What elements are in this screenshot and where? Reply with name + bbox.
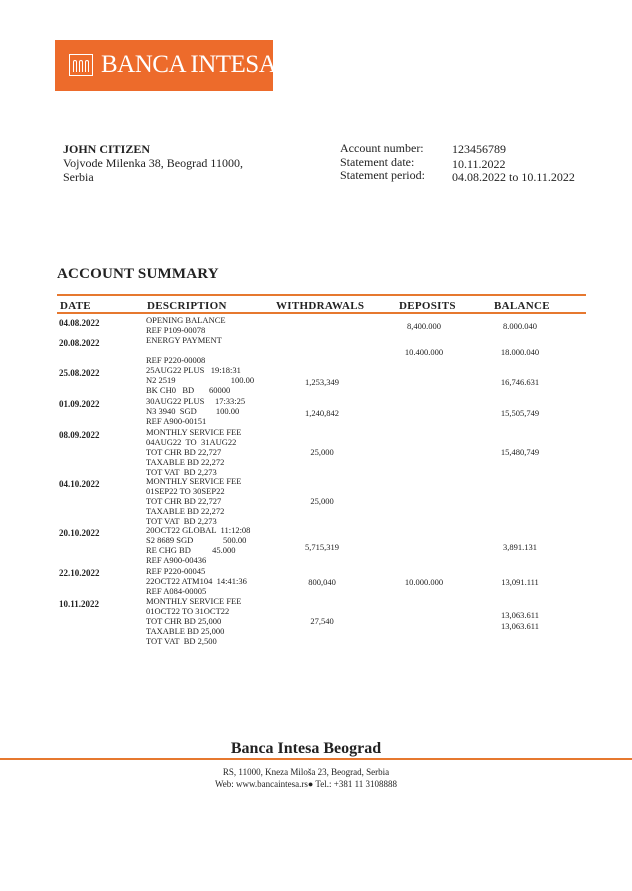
description-line: TOT CHR BD 25,000 xyxy=(146,616,222,626)
customer-address xyxy=(63,156,263,184)
customer-address-line2: Serbia xyxy=(63,170,94,184)
row-date: 20.10.2022 xyxy=(59,528,100,538)
description-line: REF P220-00008 xyxy=(146,355,206,365)
row-date: 25.08.2022 xyxy=(59,368,100,378)
row-withdrawal: 1,253,349 xyxy=(305,377,339,387)
description-line: TOT CHR BD 22,727 xyxy=(146,447,222,457)
row-description xyxy=(146,335,222,345)
description-line: N3 3940 SGD 100.00 xyxy=(146,406,240,416)
description-line: TAXABLE BD 22,272 xyxy=(146,457,225,467)
description-line: TOT VAT BD 2,273 xyxy=(146,467,217,477)
description-line: 01OCT22 TO 31OCT22 xyxy=(146,606,230,616)
row-description xyxy=(146,315,226,335)
description-line: N2 2519 100.00 xyxy=(146,375,255,385)
row-withdrawal: 800,040 xyxy=(308,577,336,587)
row-date: 10.11.2022 xyxy=(59,599,100,609)
row-balance: 15,480,749 xyxy=(500,447,540,457)
column-header-deposits: DEPOSITS xyxy=(399,300,456,312)
row-description xyxy=(146,396,245,426)
row-deposit: 10.400.000 xyxy=(404,347,444,357)
row-withdrawal: 25,000 xyxy=(310,496,334,506)
account-number-value: 123456789 xyxy=(452,142,506,156)
statement-date-value: 10.11.2022 xyxy=(452,157,506,171)
row-date: 04.08.2022 xyxy=(59,318,100,328)
row-description xyxy=(146,427,241,477)
description-line: MONTHLY SERVICE FEE xyxy=(146,596,242,606)
row-withdrawal: 5,715,319 xyxy=(305,542,339,552)
row-date: 04.10.2022 xyxy=(59,479,100,489)
description-line: TOT VAT BD 2,273 xyxy=(146,516,217,526)
description-line: TOT CHR BD 22,727 xyxy=(146,496,222,506)
row-description xyxy=(146,525,250,565)
row-balance: 3,891.131 xyxy=(503,542,537,552)
row-description xyxy=(146,566,247,596)
row-withdrawal: 1,240,842 xyxy=(305,408,339,418)
column-header-balance: BALANCE xyxy=(494,300,550,312)
description-line: 20OCT22 GLOBAL 11:12:08 xyxy=(146,525,251,535)
customer-name: JOHN CITIZEN xyxy=(63,142,151,156)
row-balance: 13,063.611 xyxy=(501,610,539,620)
row-balance: 15,505,749 xyxy=(500,408,540,418)
bank-logo-icon xyxy=(69,54,93,76)
description-line: 25AUG22 PLUS 19:18:31 xyxy=(146,365,241,375)
row-deposit: 10.000.000 xyxy=(404,577,444,587)
row-withdrawal: 25,000 xyxy=(310,447,334,457)
footer-bank-name: Banca Intesa Beograd xyxy=(230,740,382,757)
table-top-rule xyxy=(57,294,586,296)
bank-logo xyxy=(55,40,277,91)
description-line: REF P220-00045 xyxy=(146,566,206,576)
column-header-withdrawals: WITHDRAWALS xyxy=(276,300,365,312)
description-line: REF P109-00078 xyxy=(146,325,206,335)
footer-rule xyxy=(0,758,632,760)
bank-logo-text: BANCA INTESA xyxy=(101,51,277,78)
account-number-label: Account number: xyxy=(340,141,424,155)
statement-date-label: Statement date: xyxy=(340,155,415,169)
row-description xyxy=(146,476,241,526)
row-date: 22.10.2022 xyxy=(59,568,100,578)
description-line: TOT VAT BD 2,500 xyxy=(146,636,217,646)
description-line: OPENING BALANCE xyxy=(146,315,226,325)
description-line: 01SEP22 TO 30SEP22 xyxy=(146,486,225,496)
description-line: 30AUG22 PLUS 17:33:25 xyxy=(146,396,246,406)
description-line: REF A084-00005 xyxy=(146,586,207,596)
row-description xyxy=(146,355,254,395)
description-line: 22OCT22 ATM104 14:41:36 xyxy=(146,576,247,586)
row-balance: 13,091.111 xyxy=(501,577,539,587)
column-header-date: DATE xyxy=(60,300,91,312)
statement-period-value: 04.08.2022 to 10.11.2022 xyxy=(452,170,575,184)
customer-address-line1: Vojvode Milenka 38, Beograd 11000, xyxy=(63,156,243,170)
row-date: 08.09.2022 xyxy=(59,430,100,440)
description-line: REF A900-00151 xyxy=(146,416,207,426)
description-line: MONTHLY SERVICE FEE xyxy=(146,427,242,437)
row-withdrawal: 27,540 xyxy=(310,616,334,626)
row-balance: 16,746.631 xyxy=(500,377,540,387)
description-line: BK CH0 BD 60000 xyxy=(146,385,231,395)
row-balance: 8.000.040 xyxy=(503,321,537,331)
table-header-rule xyxy=(57,312,586,314)
row-balance: 18.000.040 xyxy=(500,347,540,357)
row-deposit: 8,400.000 xyxy=(407,321,441,331)
description-line: RE CHG BD 45.000 xyxy=(146,545,236,555)
account-summary-title: ACCOUNT SUMMARY xyxy=(57,266,219,282)
row-description xyxy=(146,596,241,646)
description-line: ENERGY PAYMENT xyxy=(146,335,222,345)
footer-contact: Web: www.bancaintesa.rs● Tel.: +381 11 3108888 xyxy=(214,779,398,789)
column-header-description: DESCRIPTION xyxy=(147,300,227,312)
row-date: 01.09.2022 xyxy=(59,399,100,409)
description-line: TAXABLE BD 22,272 xyxy=(146,506,225,516)
description-line: REF A900-00436 xyxy=(146,555,207,565)
row-date: 20.08.2022 xyxy=(59,338,100,348)
description-line: TAXABLE BD 25,000 xyxy=(146,626,225,636)
description-line: 04AUG22 TO 31AUG22 xyxy=(146,437,237,447)
description-line: S2 8689 SGD 500.00 xyxy=(146,535,247,545)
description-line: MONTHLY SERVICE FEE xyxy=(146,476,242,486)
row-balance-secondary: 13,063.611 xyxy=(501,621,539,631)
footer-address: RS, 11000, Kneza Miloša 23, Beograd, Serbia xyxy=(222,767,390,777)
statement-period-label: Statement period: xyxy=(340,168,425,182)
